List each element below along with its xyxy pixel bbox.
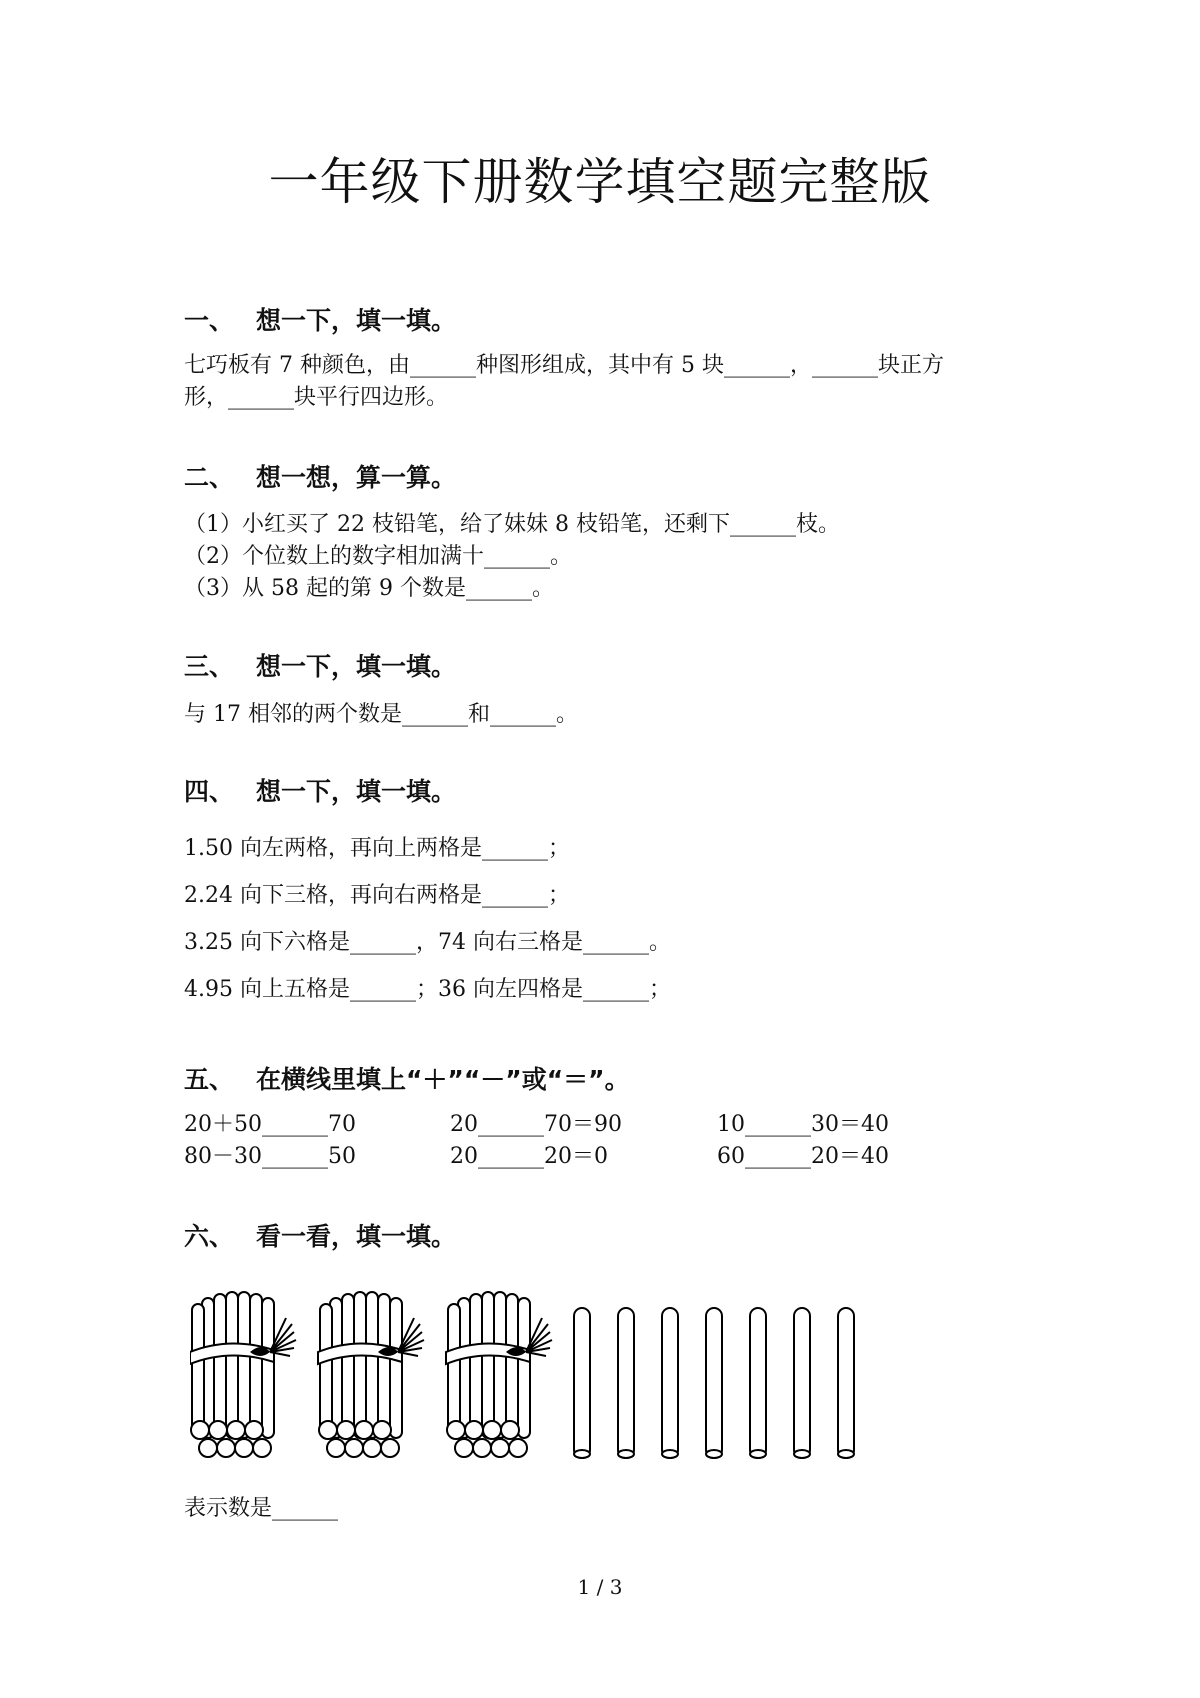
single-stick xyxy=(662,1308,678,1458)
single-stick xyxy=(838,1308,854,1458)
single-stick xyxy=(574,1308,590,1458)
equation-2: 20______70＝90 xyxy=(450,1112,622,1137)
page-title: 一年级下册数学填空题完整版 xyxy=(268,153,932,211)
single-stick xyxy=(750,1308,766,1458)
equation-3: 10______30＝40 xyxy=(717,1112,889,1137)
equation-6: 60______20＝40 xyxy=(717,1144,889,1169)
section-2-heading: 二、 想一想，算一算。 xyxy=(184,463,457,492)
single-stick xyxy=(618,1308,634,1458)
stick-bundle xyxy=(190,1292,296,1457)
stick-bundle xyxy=(318,1292,424,1457)
equation-1: 20＋50______70 xyxy=(184,1112,356,1137)
section-4-line-3: 3.25 向下六格是______，74 向右三格是______。 xyxy=(184,930,671,955)
section-4-line-1: 1.50 向左两格，再向上两格是______； xyxy=(184,836,570,861)
section-6-heading: 六、 看一看，填一填。 xyxy=(184,1222,457,1251)
section-4-line-4: 4.95 向上五格是______；36 向左四格是______； xyxy=(184,977,671,1002)
section-1-line-2: 形，______块平行四边形。 xyxy=(184,385,449,410)
stick-bundles-figure xyxy=(190,1290,900,1470)
section-4-line-2: 2.24 向下三格，再向右两格是______； xyxy=(184,883,570,908)
page-number: 1 / 3 xyxy=(577,1575,623,1599)
section-3-heading: 三、 想一下，填一填。 xyxy=(184,652,457,681)
section-1-line-1: 七巧板有 7 种颜色，由______种图形组成，其中有 5 块______，______块正方 xyxy=(184,353,944,378)
section-5-heading: 五、 在横线里填上“＋”“－”或“＝”。 xyxy=(184,1065,630,1094)
section-2-line-1: （1）小红买了 22 枝铅笔，给了妹妹 8 枝铅笔，还剩下______枝。 xyxy=(184,512,840,537)
equation-4: 80－30______50 xyxy=(184,1144,356,1169)
section-4-heading: 四、 想一下，填一填。 xyxy=(184,777,457,806)
section-2-line-2: （2）个位数上的数字相加满十______。 xyxy=(184,544,572,569)
section-1-heading: 一、 想一下，填一填。 xyxy=(184,306,457,335)
section-2-line-3: （3）从 58 起的第 9 个数是______。 xyxy=(184,576,554,601)
equation-5: 20______20＝0 xyxy=(450,1144,608,1169)
single-stick xyxy=(706,1308,722,1458)
stick-bundle xyxy=(446,1292,552,1457)
single-stick xyxy=(794,1308,810,1458)
answer-line: 表示数是______ xyxy=(184,1496,339,1521)
section-3-line-1: 与 17 相邻的两个数是______和______。 xyxy=(184,702,578,727)
